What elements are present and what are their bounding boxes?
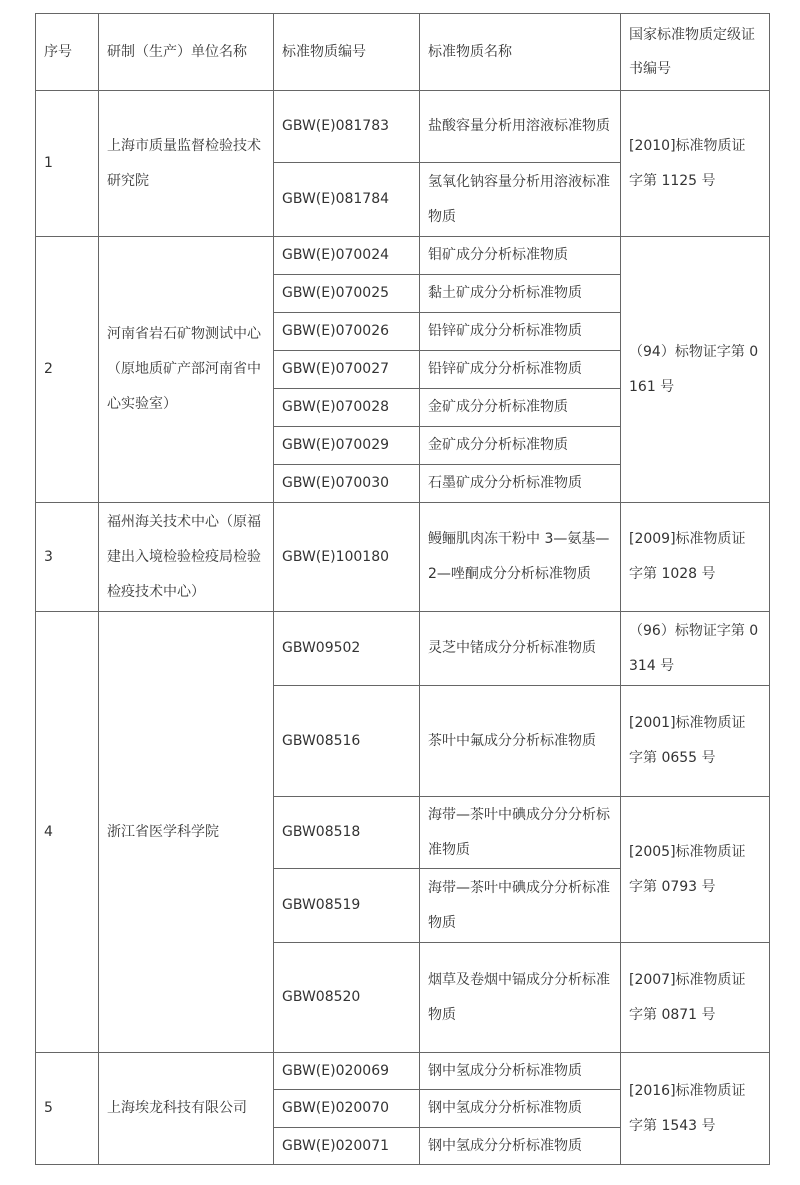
- header-row: [36, 14, 770, 91]
- code-cell: GBW(E)070026: [274, 313, 420, 351]
- code-cell: GBW(E)070030: [274, 465, 420, 503]
- cert-cell: （94）标物证字第 0161 号: [621, 237, 770, 503]
- code-cell: GBW(E)070024: [274, 237, 420, 275]
- name-cell: 海带—茶叶中碘成分分析标准物质: [420, 869, 621, 943]
- name-cell: 黏土矿成分分析标准物质: [420, 275, 621, 313]
- cert-cell: [2007]标准物质证字第 0871 号: [621, 943, 770, 1053]
- code-cell: GBW(E)070025: [274, 275, 420, 313]
- code-cell: GBW(E)081783: [274, 91, 420, 163]
- code-cell: GBW(E)020069: [274, 1053, 420, 1090]
- cert-cell: （96）标物证字第 0314 号: [621, 612, 770, 686]
- header-seq: 序号: [36, 14, 99, 91]
- code-cell: GBW08516: [274, 686, 420, 797]
- name-cell: 铅锌矿成分分析标准物质: [420, 351, 621, 389]
- cert-cell: [2009]标准物质证字第 1028 号: [621, 503, 770, 612]
- table-row: [36, 91, 770, 163]
- code-cell: GBW(E)020071: [274, 1128, 420, 1165]
- unit-cell: 福州海关技术中心（原福建出入境检验检疫局检验检疫技术中心）: [99, 503, 274, 612]
- table-row: [36, 1053, 770, 1090]
- header-cert: 国家标准物质定级证书编号: [621, 14, 770, 91]
- cert-cell: [2016]标准物质证字第 1543 号: [621, 1053, 770, 1165]
- name-cell: 鳗鲡肌肉冻干粉中 3—氨基—2—唑酮成分分析标准物质: [420, 503, 621, 612]
- name-cell: 钼矿成分分析标准物质: [420, 237, 621, 275]
- code-cell: GBW(E)070028: [274, 389, 420, 427]
- code-cell: GBW08520: [274, 943, 420, 1053]
- name-cell: 灵芝中锗成分分析标准物质: [420, 612, 621, 686]
- name-cell: 烟草及卷烟中镉成分分析标准物质: [420, 943, 621, 1053]
- name-cell: 盐酸容量分析用溶液标准物质: [420, 91, 621, 163]
- name-cell: 石墨矿成分分析标准物质: [420, 465, 621, 503]
- code-cell: GBW(E)020070: [274, 1090, 420, 1128]
- code-cell: GBW(E)081784: [274, 163, 420, 237]
- cert-cell: [2005]标准物质证字第 0793 号: [621, 797, 770, 943]
- unit-cell: 上海埃龙科技有限公司: [99, 1053, 274, 1165]
- table-row: [36, 503, 770, 612]
- cert-cell: [2001]标准物质证字第 0655 号: [621, 686, 770, 797]
- reference-material-table: [35, 13, 770, 1165]
- seq-cell: 5: [36, 1053, 99, 1165]
- code-cell: GBW(E)100180: [274, 503, 420, 612]
- unit-cell: 上海市质量监督检验技术研究院: [99, 91, 274, 237]
- code-cell: GBW08519: [274, 869, 420, 943]
- code-cell: GBW(E)070029: [274, 427, 420, 465]
- header-code: 标准物质编号: [274, 14, 420, 91]
- seq-cell: 1: [36, 91, 99, 237]
- name-cell: 氢氧化钠容量分析用溶液标准物质: [420, 163, 621, 237]
- name-cell: 钢中氢成分分析标准物质: [420, 1053, 621, 1090]
- seq-cell: 2: [36, 237, 99, 503]
- name-cell: 金矿成分分析标准物质: [420, 427, 621, 465]
- table-row: [36, 237, 770, 275]
- unit-cell: 河南省岩石矿物测试中心（原地质矿产部河南省中心实验室）: [99, 237, 274, 503]
- name-cell: 金矿成分分析标准物质: [420, 389, 621, 427]
- seq-cell: 4: [36, 612, 99, 1053]
- name-cell: 茶叶中氟成分分析标准物质: [420, 686, 621, 797]
- code-cell: GBW09502: [274, 612, 420, 686]
- table-row: [36, 612, 770, 686]
- seq-cell: 3: [36, 503, 99, 612]
- code-cell: GBW08518: [274, 797, 420, 869]
- cert-cell: [2010]标准物质证字第 1125 号: [621, 91, 770, 237]
- header-unit: 研制（生产）单位名称: [99, 14, 274, 91]
- name-cell: 钢中氢成分分析标准物质: [420, 1128, 621, 1165]
- unit-cell: 浙江省医学科学院: [99, 612, 274, 1053]
- code-cell: GBW(E)070027: [274, 351, 420, 389]
- name-cell: 海带—茶叶中碘成分分分析标准物质: [420, 797, 621, 869]
- header-name: 标准物质名称: [420, 14, 621, 91]
- name-cell: 钢中氢成分分析标准物质: [420, 1090, 621, 1128]
- name-cell: 铅锌矿成分分析标准物质: [420, 313, 621, 351]
